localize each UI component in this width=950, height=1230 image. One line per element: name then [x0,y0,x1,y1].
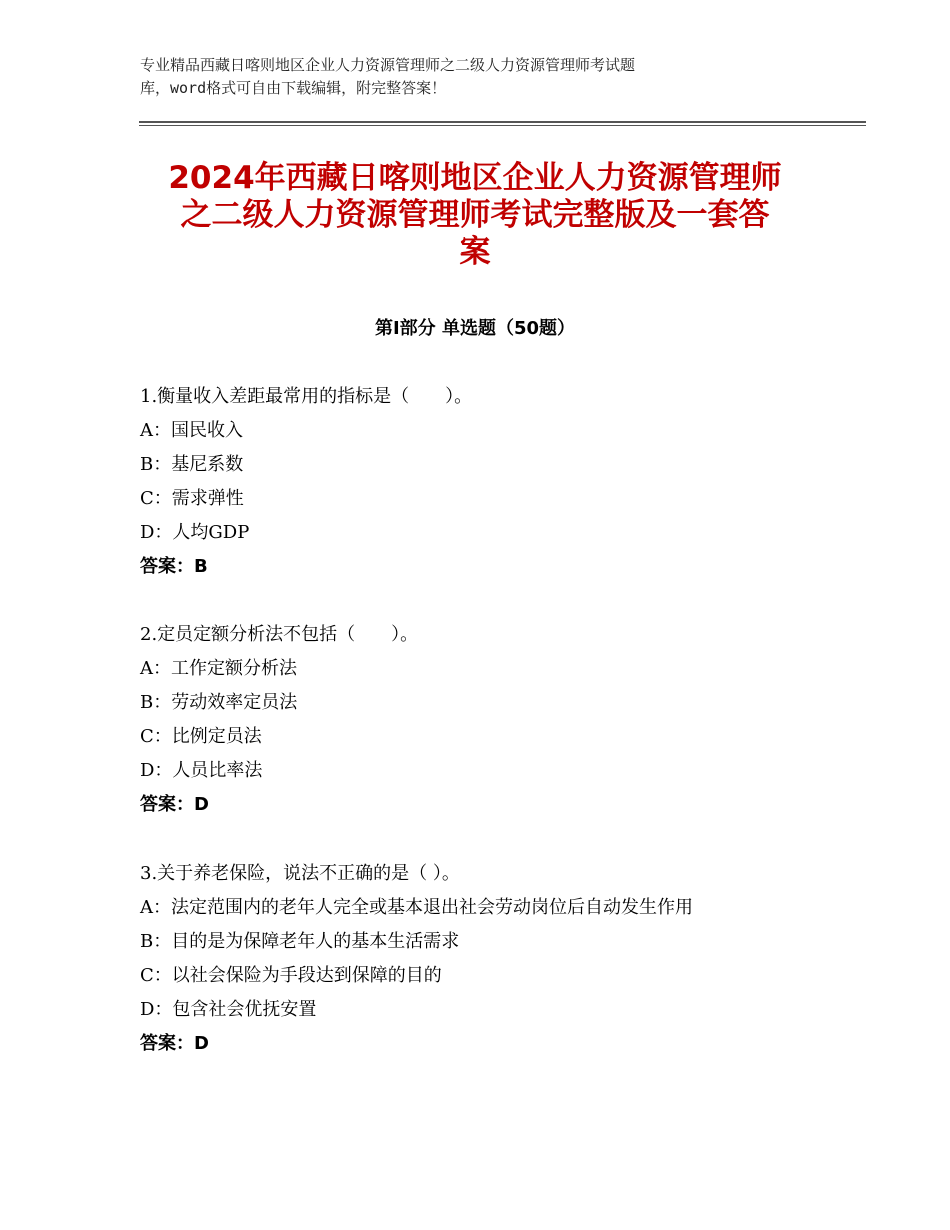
document-title [120,160,830,271]
question-stem: 2.定员定额分析法不包括（ ）。 [140,624,419,645]
option-c: C：需求弹性 [140,488,244,509]
question-1 [140,380,860,584]
header-note-line-1: 专业精品西藏日喀则地区企业人力资源管理师之二级人力资源管理师考试题 [140,56,636,74]
header-note-line-2: 库，word格式可自由下载编辑，附完整答案！ [140,79,447,97]
question-stem: 3.关于养老保险，说法不正确的是（ ）。 [140,863,460,884]
title-line-1: 2024年西藏日喀则地区企业人力资源管理师 [168,160,782,196]
option-d: D：包含社会优抚安置 [140,999,317,1020]
option-b: B：目的是为保障老年人的基本生活需求 [140,931,460,952]
header-divider-thick [139,121,866,123]
option-b: B：基尼系数 [140,454,244,475]
option-d: D：人员比率法 [140,760,263,781]
option-a: A：国民收入 [140,420,243,441]
answer-text: 答案：D [140,794,209,815]
option-a: A：法定范围内的老年人完全或基本退出社会劳动岗位后自动发生作用 [140,897,693,918]
option-c: C：比例定员法 [140,726,262,747]
question-2 [140,618,860,822]
header-divider-thin [139,125,866,126]
question-3 [140,857,860,1061]
option-c: C：以社会保险为手段达到保障的目的 [140,965,442,986]
title-line-2: 之二级人力资源管理师考试完整版及一套答 [180,197,770,233]
title-line-3: 案 [459,234,491,270]
answer-text: 答案：B [140,556,208,577]
answer-text: 答案：D [140,1033,209,1054]
option-d: D：人均GDP [140,522,250,543]
header-note [140,54,840,100]
option-a: A：工作定额分析法 [140,658,297,679]
question-stem: 1.衡量收入差距最常用的指标是（ ）。 [140,386,473,407]
option-b: B：劳动效率定员法 [140,692,298,713]
section-title: 第Ⅰ部分 单选题（50题） [374,318,575,339]
